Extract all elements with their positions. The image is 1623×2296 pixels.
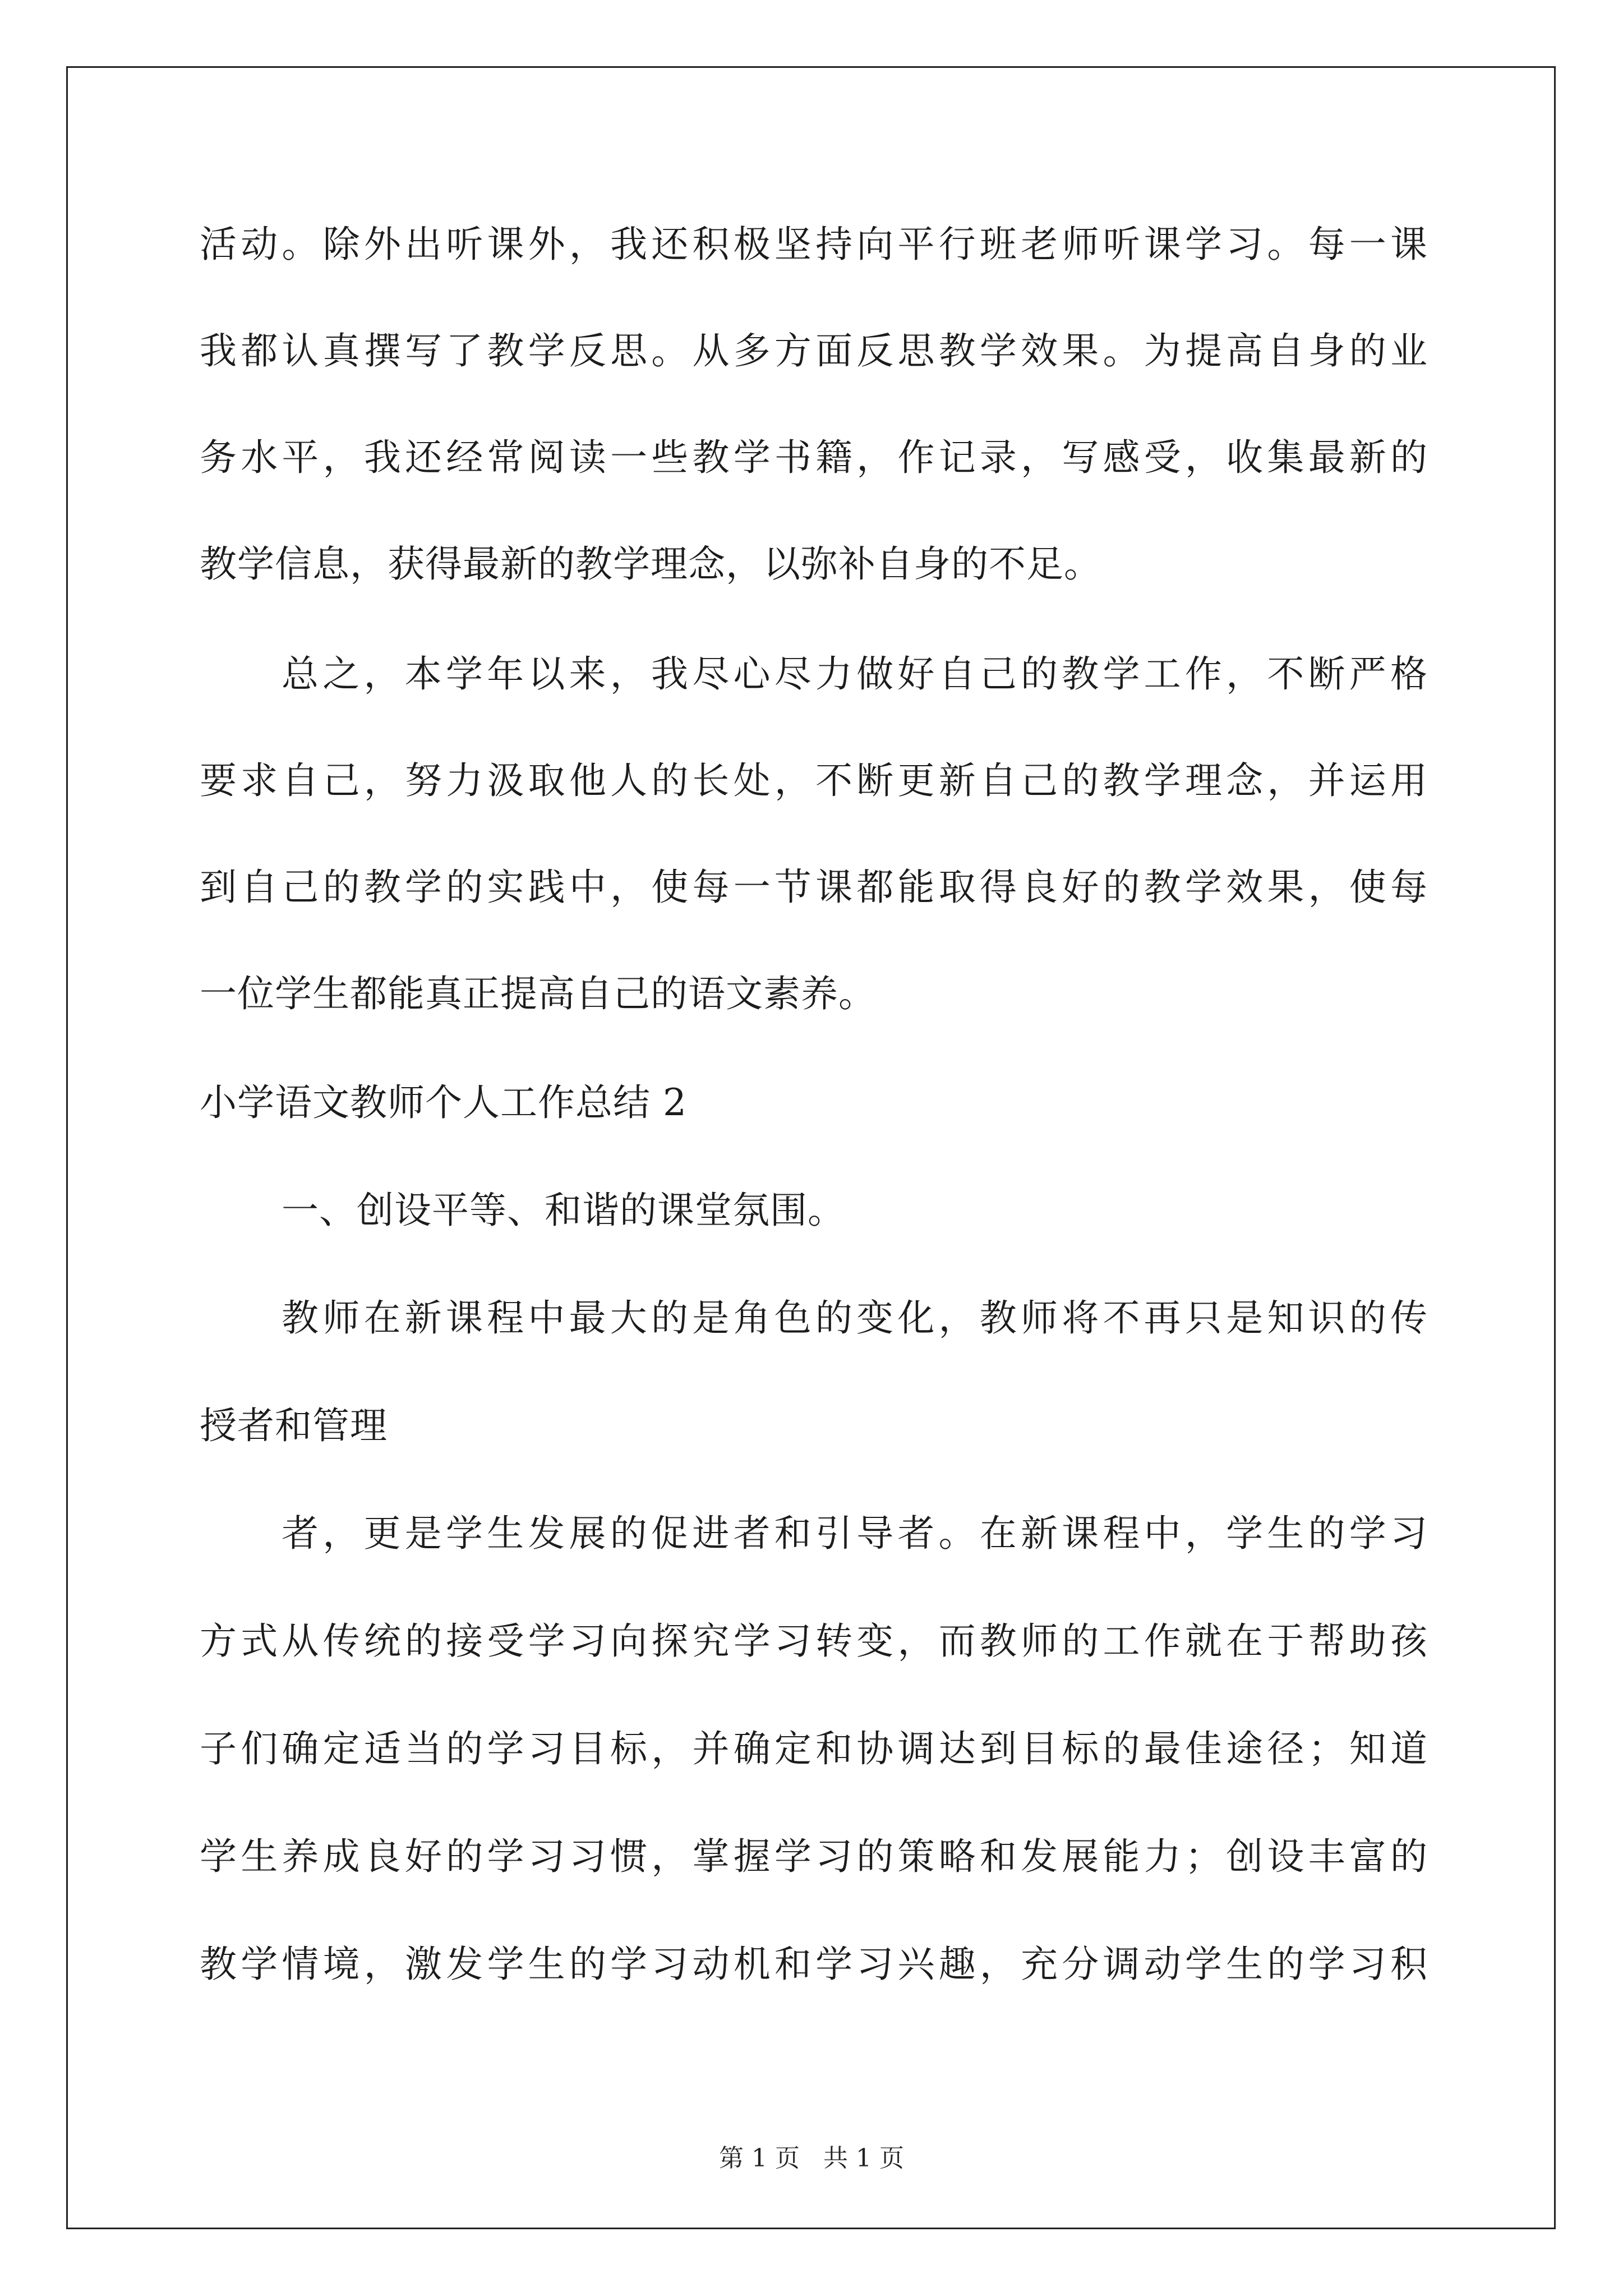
- text-line: 子们确定适当的学习目标，并确定和协调达到目标的最佳途径；知道: [200, 1727, 1428, 1770]
- text-line: 方式从传统的接受学习向探究学习转变，而教师的工作就在于帮助孩: [200, 1619, 1428, 1663]
- page-number-footer: 第 1 页 共 1 页: [719, 2144, 904, 2173]
- text-line: 教学信息，获得最新的教学理念，以弥补自身的不足。: [200, 542, 1101, 586]
- text-line: 到自己的教学的实践中，使每一节课都能取得良好的教学效果，使每: [200, 866, 1428, 909]
- text-line: 者，更是学生发展的促进者和引导者。在新课程中，学生的学习: [282, 1512, 1428, 1555]
- text-line: 务水平，我还经常阅读一些教学书籍，作记录，写感受，收集最新的: [200, 436, 1428, 479]
- page-frame: [66, 66, 1556, 2229]
- text-line: 一位学生都能真正提高自己的语文素养。: [200, 972, 876, 1015]
- text-line: 教师在新课程中最大的是角色的变化，教师将不再只是知识的传: [282, 1296, 1428, 1340]
- text-line: 教学情境，激发学生的学习动机和学习兴趣，充分调动学生的学习积: [200, 1943, 1428, 1986]
- text-line: 学生养成良好的学习习惯，掌握学习的策略和发展能力；创设丰富的: [200, 1835, 1428, 1878]
- text-line: 要求自己，努力汲取他人的长处，不断更新自己的教学理念，并运用: [200, 759, 1428, 802]
- text-line: 总之，本学年以来，我尽心尽力做好自己的教学工作，不断严格: [282, 652, 1428, 696]
- subheading: 一、创设平等、和谐的课堂氛围。: [282, 1189, 845, 1232]
- text-line: 我都认真撰写了教学反思。从多方面反思教学效果。为提高自身的业: [200, 329, 1428, 372]
- text-line: 授者和管理: [200, 1404, 388, 1447]
- section-title: 小学语文教师个人工作总结 2: [200, 1081, 687, 1124]
- text-line: 活动。除外出听课外，我还积极坚持向平行班老师听课学习。每一课: [200, 223, 1428, 266]
